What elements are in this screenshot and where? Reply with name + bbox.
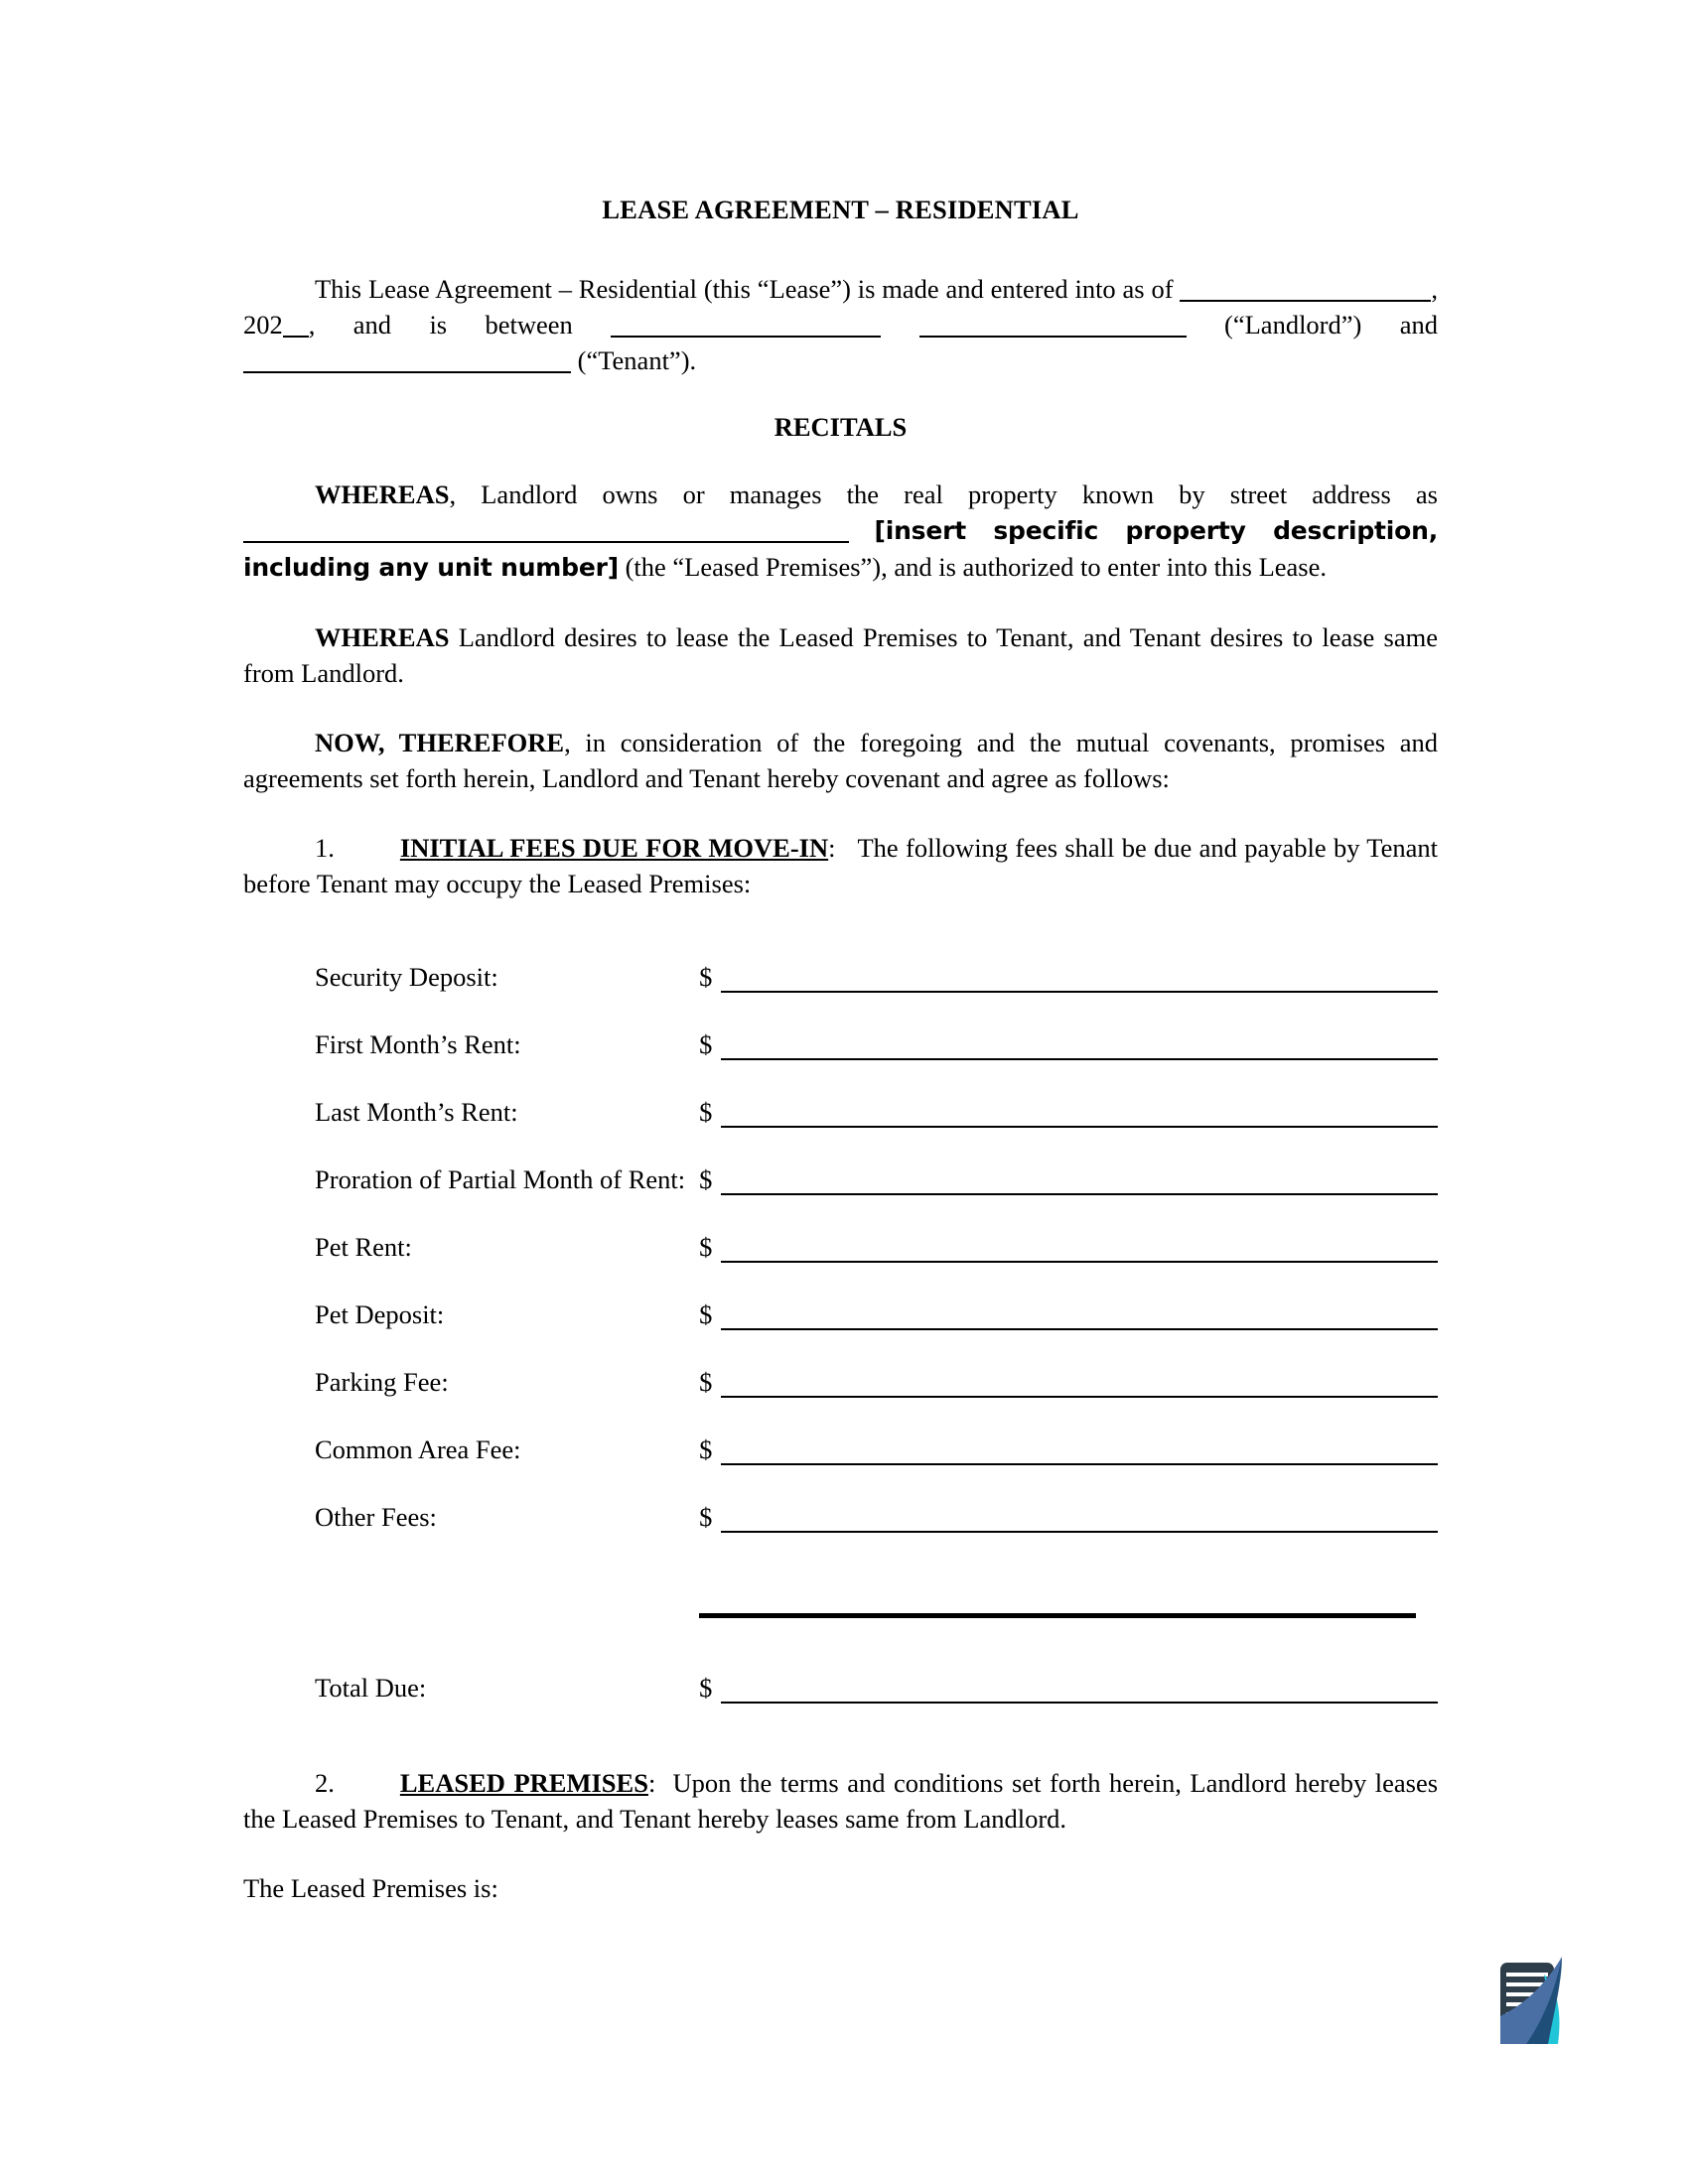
date-blank[interactable] — [1180, 273, 1431, 302]
year-prefix: 202 — [243, 310, 283, 340]
clause-2-text: Upon the terms and conditions set forth herein, Landlord hereby leases the Leased Premises to Tenant, and Tenant hereby leases same from Landlord. — [243, 1768, 1439, 1834]
fee-input-line[interactable] — [721, 1163, 1438, 1195]
table-row — [243, 925, 1438, 993]
fee-label: Common Area Fee: — [315, 1434, 521, 1464]
property-address-blank[interactable] — [243, 514, 849, 543]
fee-input-line[interactable] — [721, 1298, 1438, 1330]
currency-symbol: $ — [699, 1673, 713, 1703]
fee-input-line[interactable] — [721, 1501, 1438, 1533]
tenant-paren-label: (“Tenant”). — [577, 345, 697, 375]
intro-comma-1: , — [1431, 274, 1438, 304]
recital-1-tail: (the “Leased Premises”), and is authorized to enter into this Lease. — [625, 552, 1328, 582]
subtotal-rule-row — [243, 1533, 1438, 1618]
fee-input-line[interactable] — [721, 1366, 1438, 1398]
currency-symbol: $ — [699, 1097, 713, 1127]
currency-symbol: $ — [699, 1299, 713, 1329]
whereas-label-2: WHEREAS — [315, 622, 450, 652]
page-title: LEASE AGREEMENT – RESIDENTIAL — [602, 195, 1079, 224]
recital-1-lead: , Landlord owns or manages the real property known by street address as — [449, 479, 1438, 509]
clause-1-number: 1. — [315, 833, 335, 863]
intro-comma-2: , — [308, 310, 316, 340]
fee-gap — [685, 993, 699, 1060]
fee-input-cell[interactable] — [721, 925, 1438, 993]
currency-symbol: $ — [699, 1029, 713, 1059]
fee-input-line[interactable] — [721, 1433, 1438, 1465]
table-row — [243, 1398, 1438, 1465]
table-row — [243, 1195, 1438, 1263]
fee-gap — [685, 1618, 699, 1704]
total-label: Total Due: — [315, 1673, 427, 1703]
intro-lead: This Lease Agreement – Residential (this “Lease”) is made and entered into as of — [315, 274, 1174, 304]
fee-gap — [685, 1398, 699, 1465]
landlord-name-blank-2[interactable] — [919, 309, 1187, 338]
initial-fees-table — [243, 925, 1438, 1704]
document-body — [243, 195, 1438, 1940]
clause-1-colon: : — [828, 833, 836, 863]
subtotal-rule-cell — [721, 1533, 1438, 1618]
table-row — [243, 993, 1438, 1060]
tenant-name-blank[interactable] — [243, 344, 571, 373]
fee-label: Last Month’s Rent: — [315, 1097, 518, 1127]
intro-paragraph — [243, 271, 1438, 378]
fee-gap — [685, 925, 699, 993]
clause-2-number: 2. — [315, 1768, 335, 1798]
fee-input-cell[interactable] — [721, 1195, 1438, 1263]
fee-gap — [685, 1465, 699, 1533]
whereas-label-1: WHEREAS — [315, 479, 450, 509]
fee-label: Pet Rent: — [315, 1232, 412, 1262]
landlord-paren-label: (“Landlord”) and — [1224, 310, 1439, 340]
recital-paragraph-1 — [243, 477, 1438, 586]
fee-input-line[interactable] — [721, 1028, 1438, 1060]
currency-symbol: $ — [699, 1367, 713, 1397]
fee-label: First Month’s Rent: — [315, 1029, 521, 1059]
table-row — [243, 1465, 1438, 1533]
clause-2-paragraph — [243, 1765, 1438, 1837]
subtotal-spacer — [243, 1533, 685, 1618]
total-input-line[interactable] — [721, 1672, 1438, 1704]
table-row — [243, 1263, 1438, 1330]
property-description-placeholder: [insert specific property description, including any unit number] — [243, 516, 1439, 582]
clause-1-text: The following fees shall be due and payable by Tenant before Tenant may occupy the Leased Premises: — [243, 833, 1439, 898]
subtotal-spacer-dollar — [699, 1533, 721, 1618]
clause-1-heading: INITIAL FEES DUE FOR MOVE-IN — [399, 833, 829, 863]
currency-symbol: $ — [699, 1232, 713, 1262]
fee-rows — [243, 925, 1438, 1704]
table-row — [243, 1060, 1438, 1128]
currency-symbol: $ — [699, 1164, 713, 1194]
recital-paragraph-2 — [243, 619, 1438, 691]
clause-1-paragraph — [243, 830, 1438, 901]
fee-input-cell[interactable] — [721, 993, 1438, 1060]
currency-symbol: $ — [699, 962, 713, 992]
fee-gap — [685, 1195, 699, 1263]
fee-input-line[interactable] — [721, 1231, 1438, 1263]
table-row — [243, 1128, 1438, 1195]
fee-label: Parking Fee: — [315, 1367, 449, 1397]
fee-input-cell[interactable] — [721, 1398, 1438, 1465]
recitals-heading: RECITALS — [774, 412, 908, 442]
fee-input-cell[interactable] — [721, 1330, 1438, 1398]
fee-gap — [685, 1330, 699, 1398]
currency-symbol: $ — [699, 1502, 713, 1532]
fee-input-cell[interactable] — [721, 1060, 1438, 1128]
fee-gap — [685, 1128, 699, 1195]
clause-2-heading: LEASED PREMISES — [399, 1768, 648, 1798]
fee-input-cell[interactable] — [721, 1465, 1438, 1533]
intro-and-is-between: and is between — [352, 310, 573, 340]
recital-2-text: Landlord desires to lease the Leased Premises to Tenant, and Tenant desires to lease same from Landlord. — [243, 622, 1438, 688]
fee-label: Proration of Partial Month of Rent: — [315, 1164, 686, 1194]
now-therefore-label: NOW, THEREFORE — [315, 728, 565, 757]
currency-symbol: $ — [699, 1434, 713, 1464]
total-input-cell[interactable] — [721, 1618, 1438, 1704]
document-logo-icon — [1492, 1951, 1570, 2054]
fee-gap — [685, 1533, 699, 1618]
recital-3-text: , in consideration of the foregoing and the mutual covenants, promises and agreements set forth herein, Landlord and Tenant hereby covenant and agree as follows: — [243, 728, 1438, 793]
fee-label: Pet Deposit: — [315, 1299, 445, 1329]
fee-gap — [685, 1263, 699, 1330]
fee-input-cell[interactable] — [721, 1263, 1438, 1330]
recital-paragraph-3 — [243, 725, 1438, 796]
document-logo — [1492, 1951, 1570, 2054]
fee-label: Other Fees: — [315, 1502, 437, 1532]
fee-gap — [685, 1060, 699, 1128]
year-blank[interactable] — [283, 309, 309, 338]
total-row — [243, 1618, 1438, 1704]
table-row — [243, 1330, 1438, 1398]
fee-input-line[interactable] — [721, 1096, 1438, 1128]
fee-label: Security Deposit: — [315, 962, 498, 992]
fee-input-cell[interactable] — [721, 1128, 1438, 1195]
landlord-name-blank-1[interactable] — [611, 309, 881, 338]
clause-2-colon: : — [647, 1768, 656, 1798]
closing-line: The Leased Premises is: — [243, 1873, 498, 1903]
fee-input-line[interactable] — [721, 961, 1438, 993]
